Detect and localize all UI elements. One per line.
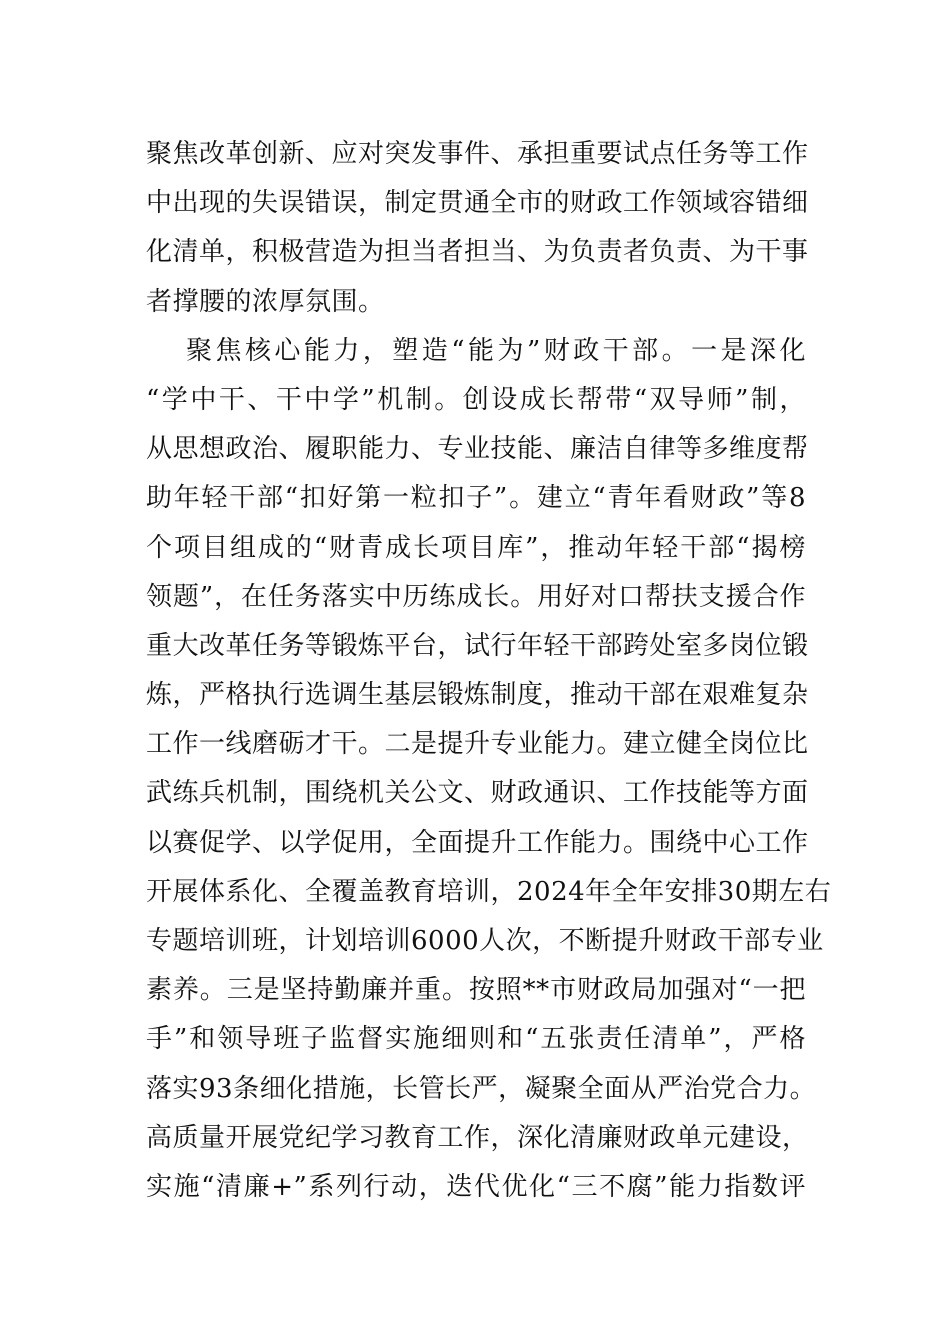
text-line: 专题培训班，计划培训6000人次，不断提升财政干部专业: [146, 926, 824, 956]
text-line: 从思想政治、履职能力、专业技能、廉洁自律等多维度帮: [146, 434, 809, 465]
text-line: 领题”，在任务落实中历练成长。用好对口帮扶支援合作: [146, 581, 806, 612]
paragraph-1: [146, 130, 809, 327]
text-line: 重大改革任务等锻炼平台，试行年轻干部跨处室多岗位锻: [146, 630, 809, 661]
text-line: “学中干、干中学”机制。创设成长帮带“双导师”制，: [146, 384, 806, 415]
text-line: 以赛促学、以学促用，全面提升工作能力。围绕中心工作: [146, 827, 809, 858]
text-line: 武练兵机制，围绕机关公文、财政通识、工作技能等方面: [146, 778, 809, 809]
document-body: [146, 130, 832, 1212]
text-line: 手”和领导班子监督实施细则和“五张责任清单”，严格: [146, 1024, 806, 1055]
text-line: 化清单，积极营造为担当者担当、为负责者负责、为干事: [146, 237, 809, 268]
text-line: 聚焦改革创新、应对突发事件、承担重要试点任务等工作: [146, 139, 809, 169]
text-line: 聚焦核心能力，塑造“能为”财政干部。一是深化: [186, 335, 806, 366]
text-line: 高质量开展党纪学习教育工作，深化清廉财政单元建设，: [146, 1122, 809, 1153]
paragraph-2: [146, 327, 832, 1212]
text-line: 工作一线磨砺才干。二是提升专业能力。建立健全岗位比: [146, 729, 809, 760]
text-line: 炼，严格执行选调生基层锻炼制度，推动干部在艰难复杂: [146, 680, 809, 711]
text-line: 落实93条细化措施，长管长严，凝聚全面从严治党合力。: [146, 1073, 817, 1104]
text-line: 助年轻干部“扣好第一粒扣子”。建立“青年看财政”等8: [146, 483, 806, 514]
text-line: 个项目组成的“财青成长项目库”，推动年轻干部“揭榜: [146, 532, 806, 563]
text-line: 者撑腰的浓厚氛围。: [146, 286, 385, 317]
text-line: 素养。三是坚持勤廉并重。按照**市财政局加强对“一把: [146, 975, 806, 1006]
text-line: 实施“清廉+”系列行动，迭代优化“三不腐”能力指数评: [146, 1171, 806, 1202]
text-line: 中出现的失误错误，制定贯通全市的财政工作领域容错细: [146, 188, 809, 219]
text-line: 开展体系化、全覆盖教育培训，2024年全年安排30期左右: [146, 876, 832, 907]
